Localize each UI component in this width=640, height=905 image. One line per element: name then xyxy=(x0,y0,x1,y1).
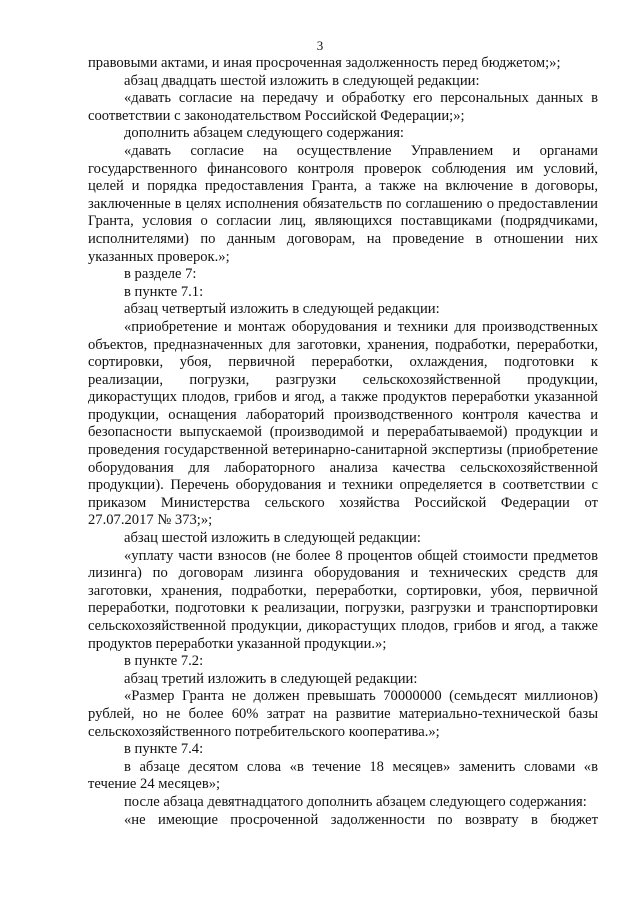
paragraph-instruction: дополнить абзацем следующего содержания: xyxy=(124,125,404,142)
paragraph-instruction: в абзаце десятом слова «в течение 18 месяцев» заменить словами «в течение 24 месяцев»; xyxy=(88,758,598,793)
paragraph-quote: «не имеющие просроченной задолженности по возврату в бюджет xyxy=(124,811,598,828)
paragraph-instruction: абзац шестой изложить в следующей редакции: xyxy=(124,530,421,547)
paragraph-clause-ref: в пункте 7.2: xyxy=(124,653,204,670)
paragraph-instruction: абзац третий изложить в следующей редакции: xyxy=(124,670,418,687)
paragraph-quote: «уплату части взносов (не более 8 процентов общей стоимости предметов лизинга) по договорам лизинга оборудования и технических средств для заготовки, хранения, подработки, переработки, сортировки, убоя, первичной переработки, подготовки к реализации, погрузки, разгрузки и транспортировки сельскохозяйственной продукции, дикорастущих плодов, грибов и ягод, а также продуктов переработки указанной продукции.»; xyxy=(88,547,598,652)
paragraph-quote: «Размер Гранта не должен превышать 70000000 (семьдесят миллионов) рублей, но не более 60% затрат на развитие материально-технической базы сельскохозяйственного потребительского кооператива.»; xyxy=(88,688,598,740)
paragraph-instruction: абзац двадцать шестой изложить в следующей редакции: xyxy=(124,72,480,89)
paragraph-quote: «давать согласие на передачу и обработку его персональных данных в соответствии с законодательством Российской Федерации;»; xyxy=(88,90,598,124)
paragraph-instruction: после абзаца девятнадцатого дополнить абзацем следующего содержания: xyxy=(124,793,587,810)
paragraph-quote: «приобретение и монтаж оборудования и техники для производственных объектов, предназначенных для заготовки, хранения, подработки, переработки, сортировки, убоя, первичной переработки, охлаждения, подготовки к реализации, погрузки, разгрузки сельскохозяйственной продукции, дикорастущих плодов, грибов и ягод, а также продуктов переработки указанной продукции, оснащения лабораторий производственного контроля качества и безопасности выпускаемой (производимой и перерабатываемой) продукции и проведения государственной ветеринарно-санитарной экспертизы (приобретение оборудования для лабораторного анализа качества сельскохозяйственной продукции). Перечень оборудования и техники определяется в соответствии с приказом Министерства сельского хозяйства Российской Федерации от 27.07.2017 № 373;»; xyxy=(88,318,598,529)
paragraph-quote: «давать согласие на осуществление Управлением и органами государственного финансового контроля проверок соблюдения им условий, целей и порядка предоставления Гранта, а также на включение в договоры, заключенные в целях исполнения обязательств по соглашению о предоставлении Гранта, условия о согласии лиц, являющихся поставщиками (подрядчиками, исполнителями) по данным договорам, на проведение в отношении них указанных проверок.»; xyxy=(88,142,598,265)
paragraph-clause-ref: в пункте 7.1: xyxy=(124,283,204,300)
paragraph-instruction: абзац четвертый изложить в следующей редакции: xyxy=(124,301,440,318)
paragraph-clause-ref: в пункте 7.4: xyxy=(124,741,204,758)
document-body xyxy=(88,55,598,829)
paragraph-section-ref: в разделе 7: xyxy=(124,266,197,283)
paragraph-continuation: правовыми актами, и иная просроченная задолженность перед бюджетом;»; xyxy=(88,55,561,71)
page-number: 3 xyxy=(316,38,324,53)
